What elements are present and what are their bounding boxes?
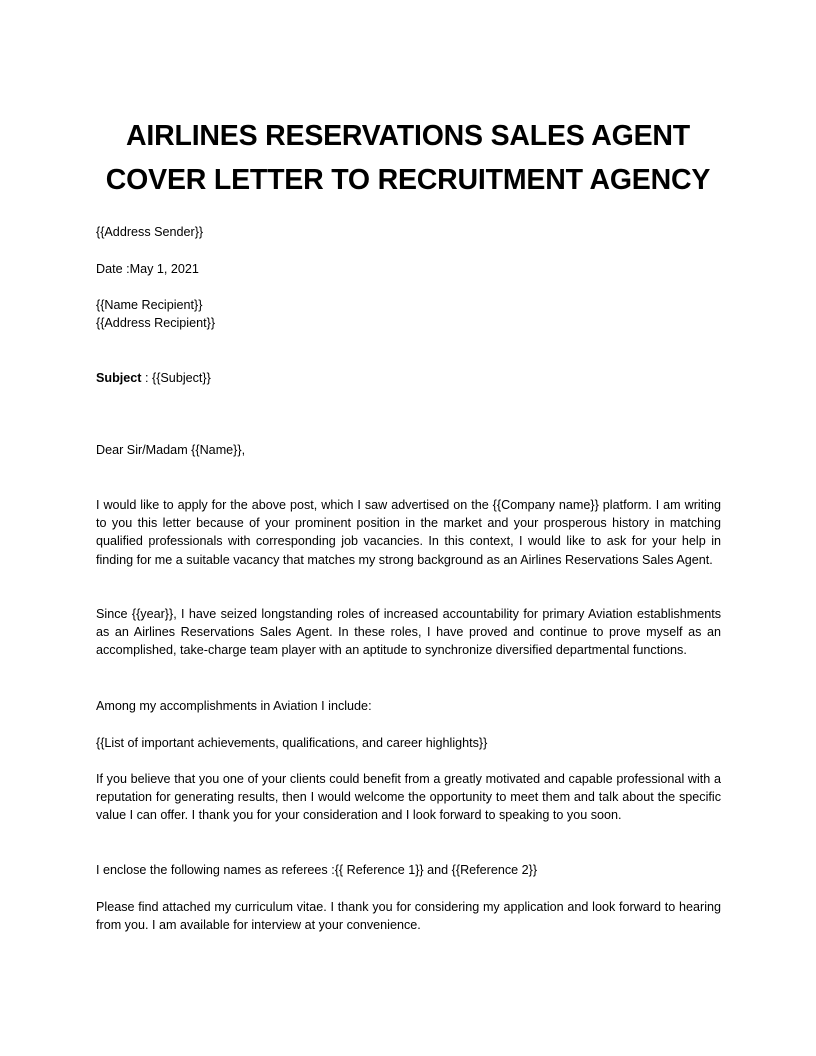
subject-value: : {{Subject}} bbox=[141, 371, 211, 385]
paragraph-opportunity: If you believe that you one of your clients could benefit from a greatly motivated and capable professional with a reputation for generating results, then I would welcome the opportunity to meet them and talk about the specific value I can offer. I thank you for your consideration and I look forward to speaking to you soon. bbox=[96, 772, 721, 823]
letter-date: Date :May 1, 2021 bbox=[96, 262, 199, 276]
paragraph-experience: Since {{year}}, I have seized longstanding roles of increased accountability for primary Aviation establishments as an Airlines Reservations Sales Agent. In these roles, I have proved and continue to prove myself as an accomplished, take-charge team player with an aptitude to synchronize diversified departmental functions. bbox=[96, 607, 721, 658]
letter-title bbox=[0, 114, 816, 202]
paragraph-application: I would like to apply for the above post, which I saw advertised on the {{Company name}} platform. I am writing to you this letter because of your prominent position in the market and your prosperous history in matching qualified professionals with corresponding job vacancies. In this context, I would like to ask for your help in finding for me a suitable vacancy that matches my strong background as an Airlines Reservations Sales Agent. bbox=[96, 498, 721, 567]
subject-label: Subject bbox=[96, 371, 142, 385]
recipient-address: {{Address Recipient}} bbox=[96, 316, 216, 330]
recipient-name: {{Name Recipient}} bbox=[96, 298, 203, 312]
paragraph-closing: Please find attached my curriculum vitae. I thank you for considering my application and look forward to hearing from you. I am available for interview at your convenience. bbox=[96, 900, 721, 933]
title-line-1: AIRLINES RESERVATIONS SALES AGENT bbox=[126, 120, 690, 152]
accomplishments-intro: Among my accomplishments in Aviation I include: bbox=[96, 699, 372, 713]
salutation: Dear Sir/Madam {{Name}}, bbox=[96, 443, 246, 457]
subject-line bbox=[96, 369, 721, 387]
accomplishments-list: {{List of important achievements, qualifications, and career highlights}} bbox=[96, 736, 488, 750]
sender-address: {{Address Sender}} bbox=[96, 225, 204, 239]
title-line-2: COVER LETTER TO RECRUITMENT AGENCY bbox=[105, 164, 711, 196]
referees-line: I enclose the following names as referees :{{ Reference 1}} and {{Reference 2}} bbox=[96, 863, 538, 877]
